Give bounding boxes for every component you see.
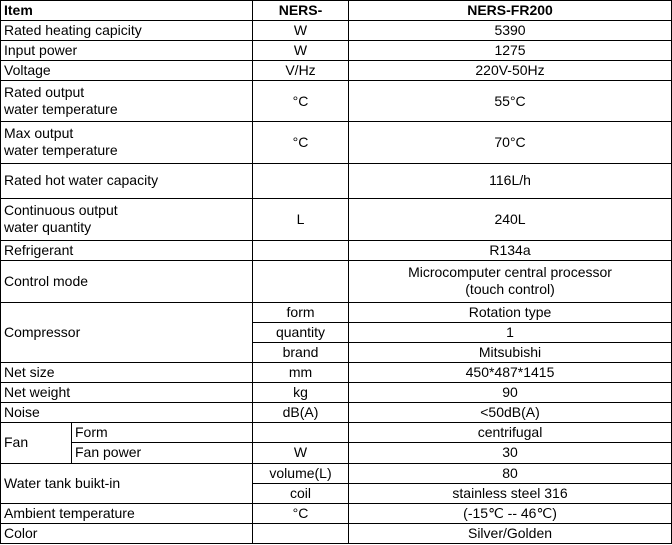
row-sub-label: form <box>253 303 349 323</box>
table-row <box>1 240 672 260</box>
table-row <box>1 523 672 543</box>
row-value: stainless steel 316 <box>349 483 672 503</box>
row-label <box>1 122 253 163</box>
row-value: 1275 <box>349 41 672 61</box>
header-model: NERS-FR200 <box>349 1 672 21</box>
row-value <box>349 260 672 302</box>
header-item: Item <box>1 1 253 21</box>
row-value: 5390 <box>349 21 672 41</box>
row-unit <box>253 423 349 443</box>
row-unit: W <box>253 41 349 61</box>
table-row <box>1 303 672 323</box>
row-label: Refrigerant <box>1 240 253 260</box>
row-value: centrifugal <box>349 423 672 443</box>
row-value: 1 <box>349 323 672 343</box>
row-label-line: Continuous output <box>4 202 118 219</box>
row-label: Color <box>1 523 253 543</box>
row-sub-label: Form <box>72 423 253 443</box>
row-label <box>1 198 253 240</box>
row-unit: V/Hz <box>253 61 349 81</box>
table-row <box>1 122 672 163</box>
row-value: Silver/Golden <box>349 523 672 543</box>
row-label: Fan <box>1 423 72 463</box>
header-unit: NERS- <box>253 1 349 21</box>
row-value: (-15℃ -- 46℃) <box>349 503 672 523</box>
row-label: Noise <box>1 403 253 423</box>
row-label-line: water temperature <box>4 101 118 118</box>
row-label: Net size <box>1 363 253 383</box>
row-value: 220V-50Hz <box>349 61 672 81</box>
row-unit: dB(A) <box>253 403 349 423</box>
row-sub-label: quantity <box>253 323 349 343</box>
row-value-line: Microcomputer central processor <box>408 264 612 281</box>
header-row <box>1 1 672 21</box>
table-row <box>1 443 672 463</box>
row-label: Control mode <box>1 260 253 302</box>
table-row <box>1 163 672 198</box>
table-row <box>1 403 672 423</box>
row-unit: kg <box>253 383 349 403</box>
table-row <box>1 363 672 383</box>
row-unit <box>253 260 349 302</box>
row-value: R134a <box>349 240 672 260</box>
row-value-line: (touch control) <box>465 281 555 298</box>
row-label: Ambient temperature <box>1 503 253 523</box>
row-label: Input power <box>1 41 253 61</box>
row-unit: L <box>253 198 349 240</box>
row-label <box>1 81 253 122</box>
row-unit: W <box>253 443 349 463</box>
row-value: 55°C <box>349 81 672 122</box>
row-sub-label: Fan power <box>72 443 253 463</box>
row-sub-label: volume(L) <box>253 463 349 483</box>
row-unit <box>253 523 349 543</box>
row-label: Voltage <box>1 61 253 81</box>
table-row <box>1 503 672 523</box>
row-value: 90 <box>349 383 672 403</box>
row-sub-label: brand <box>253 343 349 363</box>
row-label: Compressor <box>1 303 253 363</box>
row-unit: mm <box>253 363 349 383</box>
table-row <box>1 198 672 240</box>
row-value: 240L <box>349 198 672 240</box>
row-value: Rotation type <box>349 303 672 323</box>
row-unit <box>253 163 349 198</box>
row-unit: °C <box>253 122 349 163</box>
row-sub-label: coil <box>253 483 349 503</box>
row-value: 80 <box>349 463 672 483</box>
row-unit: °C <box>253 503 349 523</box>
row-value: Mitsubishi <box>349 343 672 363</box>
table-row <box>1 423 672 443</box>
row-value: 450*487*1415 <box>349 363 672 383</box>
row-label: Net weight <box>1 383 253 403</box>
table-row <box>1 383 672 403</box>
table-row <box>1 463 672 483</box>
row-value: 30 <box>349 443 672 463</box>
row-unit: °C <box>253 81 349 122</box>
row-label: Rated heating capicity <box>1 21 253 41</box>
row-value: 116L/h <box>349 163 672 198</box>
row-label-line: Rated output <box>4 84 85 101</box>
row-value: 70°C <box>349 122 672 163</box>
table-row <box>1 21 672 41</box>
table-row <box>1 81 672 122</box>
table-row <box>1 260 672 302</box>
row-unit <box>253 240 349 260</box>
row-label: Rated hot water capacity <box>1 163 253 198</box>
row-unit: W <box>253 21 349 41</box>
table-row <box>1 61 672 81</box>
row-label: Water tank buikt-in <box>1 463 253 503</box>
row-label-line: Max output <box>4 125 74 142</box>
row-label-line: water temperature <box>4 142 118 159</box>
row-label-line: water quantity <box>4 219 92 236</box>
table-row <box>1 41 672 61</box>
row-value: <50dB(A) <box>349 403 672 423</box>
